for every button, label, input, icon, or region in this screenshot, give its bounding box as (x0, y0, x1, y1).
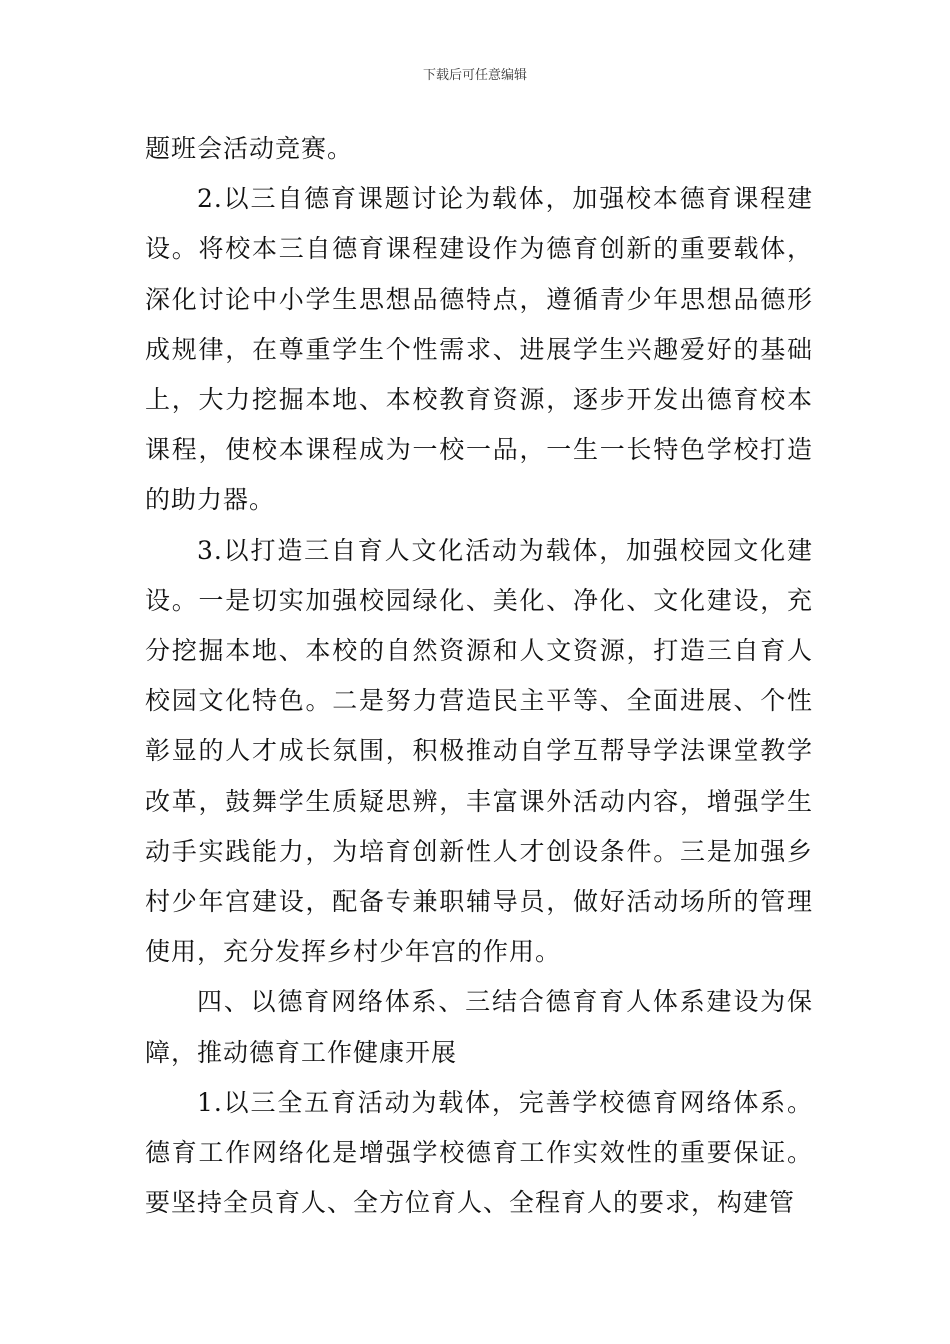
paragraph-item-3: 3.以打造三自育人文化活动为载体，加强校园文化建设。一是切实加强校园绿化、美化、净化、文化建设，充分挖掘本地、本校的自然资源和人文资源，打造三自育人校园文化特色。二是努力营造民主平等、全面进展、个性彰显的人才成长氛围，积极推动自学互帮导学法课堂教学改革，鼓舞学生质疑思辨，丰富课外活动内容，增强学生动手实践能力，为培育创新性人才创设条件。三是加强乡村少年宫建设，配备专兼职辅导员，做好活动场所的管理使用，充分发挥乡村少年宫的作用。 (145, 535, 813, 967)
paragraph-item-2: 2.以三自德育课题讨论为载体，加强校本德育课程建设。将校本三自德育课程建设作为德育创新的重要载体，深化讨论中小学生思想品德特点，遵循青少年思想品德形成规律，在尊重学生个性需求、进展学生兴趣爱好的基础上，大力挖掘本地、本校教育资源，逐步开发出德育校本课程，使校本课程成为一校一品，一生一长特色学校打造的助力器。 (145, 184, 813, 515)
page-header-watermark: 下载后可任意编辑 (422, 68, 527, 83)
paragraph-continuation: 题班会活动竞赛。 (145, 134, 354, 163)
document-body (145, 124, 813, 1228)
section-heading-4: 四、以德育网络体系、三结合德育育人体系建设为保障，推动德育工作健康开展 (145, 987, 813, 1067)
paragraph-item-4-1: 1.以三全五育活动为载体，完善学校德育网络体系。德育工作网络化是增强学校德育工作实效性的重要保证。要坚持全员育人、全方位育人、全程育人的要求，构建管 (145, 1087, 813, 1218)
